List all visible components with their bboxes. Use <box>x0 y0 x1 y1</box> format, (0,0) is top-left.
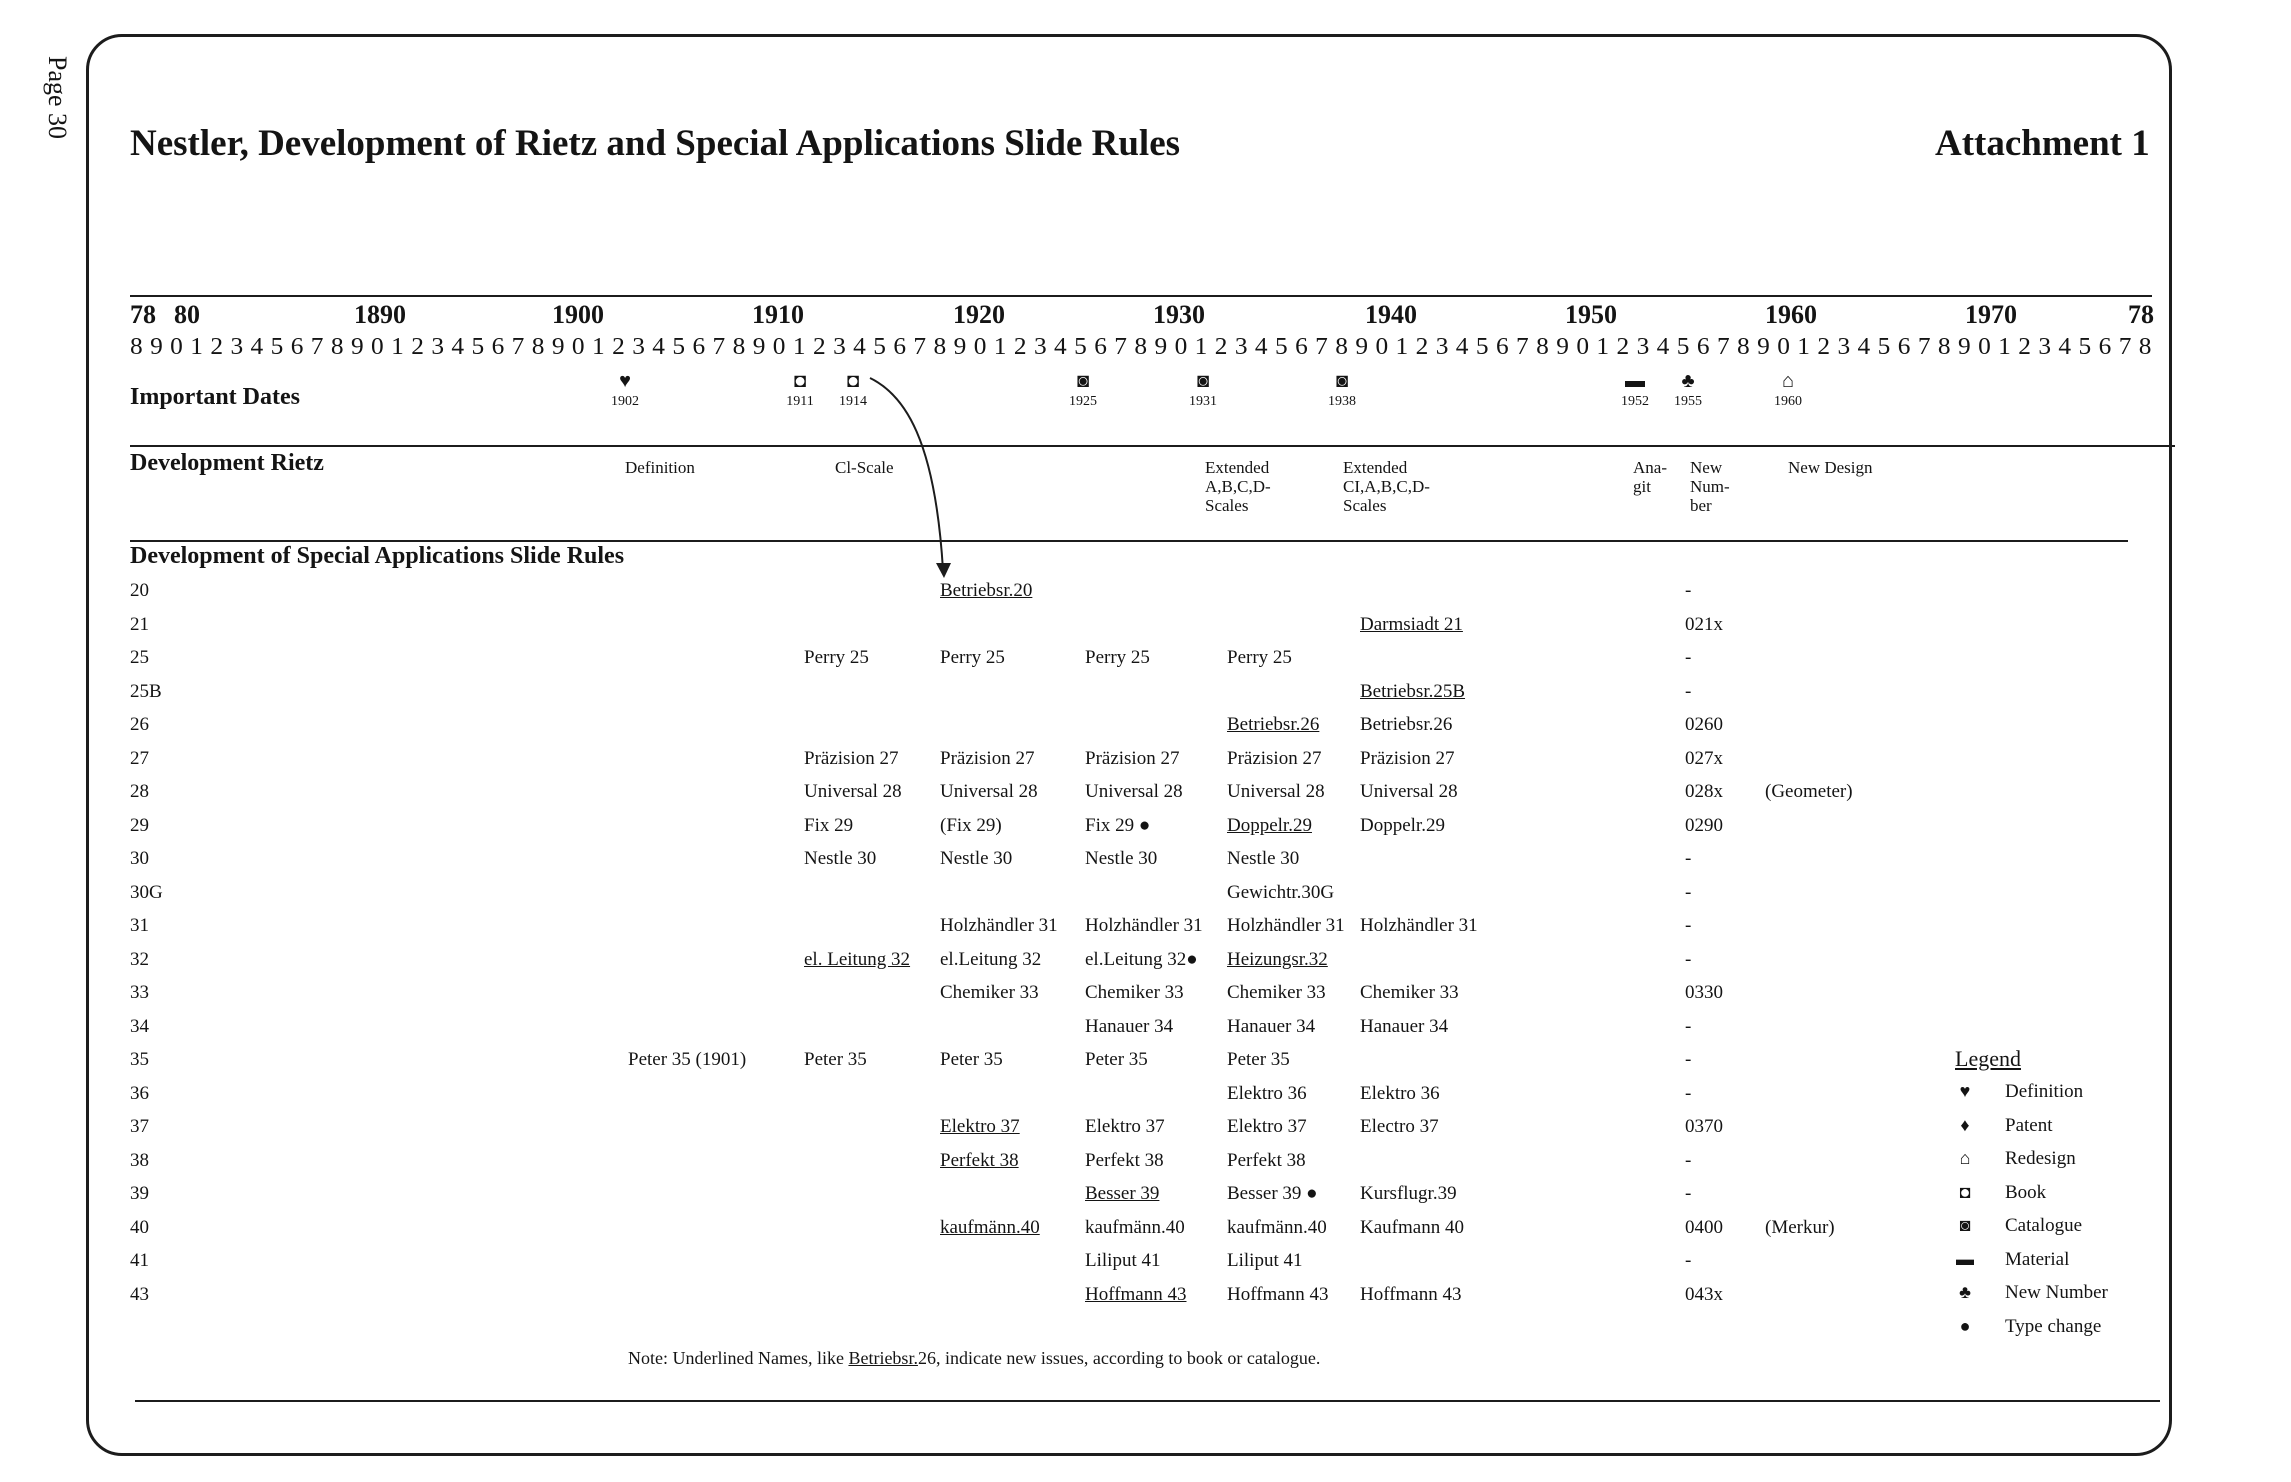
row-number: 39 <box>130 1183 149 1204</box>
heart-icon: ♥ <box>619 370 631 392</box>
table-cell: Nestle 30 <box>1085 848 1158 869</box>
table-cell: Universal 28 <box>1360 781 1458 802</box>
table-cell: Universal 28 <box>940 781 1038 802</box>
rietz-bottom-rule <box>130 540 2128 542</box>
table-row <box>0 1250 2291 1283</box>
row-number: 37 <box>130 1116 149 1137</box>
stage-extended-abcd: Extended A,B,C,D-Scales <box>1205 458 1271 515</box>
table-row <box>0 580 2291 613</box>
table-cell: Elektro 37 <box>1227 1116 1307 1137</box>
important-date-year: 1938 <box>1328 394 1356 409</box>
stage-definition: Definition <box>625 458 695 477</box>
row-number: 20 <box>130 580 149 601</box>
table-cell: Liliput 41 <box>1227 1250 1303 1271</box>
table-cell: Betriebsr.20 <box>940 580 1033 601</box>
legend-label: Type change <box>2005 1315 2102 1337</box>
table-cell: Hoffmann 43 <box>1227 1283 1329 1305</box>
table-cell: Elektro 37 <box>1085 1116 1165 1137</box>
table-cell: - <box>1685 680 1692 702</box>
table-row <box>0 1116 2291 1149</box>
table-cell: Gewichtr.30G <box>1227 881 1335 903</box>
material-icon: ▬ <box>1956 1248 1974 1269</box>
table-row <box>0 781 2291 814</box>
table-row <box>0 1217 2291 1250</box>
legend-label: Book <box>2005 1181 2047 1203</box>
special-applications-label: Development of Special Applications Slide Rules <box>130 543 625 569</box>
dot-icon: ● <box>1959 1315 1971 1336</box>
table-cell: Doppelr.29 <box>1227 814 1312 836</box>
table-cell: Peter 35 <box>940 1049 1003 1070</box>
row-number: 25B <box>130 680 162 702</box>
decade-label: 78 <box>2128 300 2154 329</box>
table-cell: Chemiker 33 <box>1227 982 1326 1003</box>
catalogue-icon: ◙ <box>1335 370 1349 392</box>
table-row <box>0 949 2291 982</box>
legend-label: New Number <box>2005 1282 2108 1303</box>
table-row <box>0 1150 2291 1183</box>
table-cell: 027x <box>1685 747 1723 769</box>
table-cell: Perfekt 38 <box>1085 1149 1164 1171</box>
table-cell: kaufmänn.40 <box>1085 1216 1185 1238</box>
row-number: 36 <box>130 1082 149 1104</box>
new-number-icon: ♣ <box>1681 370 1695 392</box>
row-number: 30 <box>130 848 149 869</box>
catalogue-icon: ◙ <box>1196 370 1210 392</box>
table-cell: - <box>1685 1250 1692 1271</box>
important-date-year: 1902 <box>611 394 639 409</box>
table-cell: Betriebsr.26 <box>1360 714 1453 735</box>
table-cell: - <box>1685 848 1692 869</box>
table-cell: Holzhändler 31 <box>940 915 1058 936</box>
table-cell: Perry 25 <box>940 647 1005 668</box>
decade-label: 1970 <box>1965 300 2017 329</box>
legend-label: Redesign <box>2005 1148 2076 1169</box>
row-number: 35 <box>130 1049 149 1070</box>
table-cell: Nestle 30 <box>1227 848 1300 869</box>
table-cell: Universal 28 <box>1227 781 1325 802</box>
table-cell: Elektro 36 <box>1360 1082 1440 1104</box>
page-title: Nestler, Development of Rietz and Special Applications Slide Rules <box>130 123 1181 164</box>
footnote-suffix: 26, indicate new issues, according to book or catalogue. <box>917 1348 1321 1368</box>
table-cell: Betriebsr.25B <box>1360 680 1466 702</box>
table-cell: 028x <box>1685 781 1723 802</box>
row-number: 29 <box>130 814 149 836</box>
row-number: 32 <box>130 948 149 970</box>
book-icon: ◘ <box>1959 1181 1971 1202</box>
table-cell: Präzision 27 <box>804 747 899 769</box>
table-cell: Holzhändler 31 <box>1085 915 1203 936</box>
table-cell: Perry 25 <box>804 647 869 668</box>
table-cell: - <box>1685 881 1692 903</box>
bottom-rule <box>135 1400 2160 1402</box>
new-number-icon: ♣ <box>1959 1282 1971 1302</box>
important-date-year: 1914 <box>839 394 867 409</box>
table-row <box>0 848 2291 881</box>
redesign-icon: ⌂ <box>1781 370 1794 392</box>
legend-label: Patent <box>2005 1114 2053 1136</box>
table-cell: Chemiker 33 <box>940 982 1039 1003</box>
row-number: 34 <box>130 1015 149 1037</box>
legend-title: Legend <box>1955 1046 2021 1071</box>
table-cell: - <box>1685 1082 1692 1104</box>
table-cell: Hoffmann 43 <box>1360 1283 1462 1305</box>
table-cell: el.Leitung 32● <box>1085 948 1198 970</box>
book-icon: ◘ <box>793 370 807 392</box>
page-number: Page 30 <box>43 56 72 140</box>
decade-label: 78 <box>130 300 156 329</box>
important-date-year: 1952 <box>1621 394 1649 409</box>
table-row <box>0 915 2291 948</box>
table-cell: Peter 35 <box>1227 1049 1290 1070</box>
row-number: 38 <box>130 1149 149 1171</box>
table-cell: Präzision 27 <box>1360 747 1455 769</box>
footnote <box>628 1348 1320 1369</box>
table-cell: Holzhändler 31 <box>1360 915 1478 936</box>
table-cell: Peter 35 <box>804 1049 867 1070</box>
decade-label: 1910 <box>752 300 804 329</box>
decade-label: 1920 <box>953 300 1005 329</box>
row-number: 41 <box>130 1250 149 1271</box>
catalogue-icon: ◙ <box>1076 370 1090 392</box>
table-cell: 021x <box>1685 613 1723 635</box>
table-cell: - <box>1685 647 1692 668</box>
table-row <box>0 1083 2291 1116</box>
decade-label: 1950 <box>1565 300 1617 329</box>
attachment-label: Attachment 1 <box>1935 123 2150 164</box>
table-cell: Nestle 30 <box>940 848 1013 869</box>
heart-icon: ♥ <box>1959 1081 1971 1101</box>
table-cell: Hanauer 34 <box>1360 1015 1449 1037</box>
table-cell: - <box>1685 1183 1692 1204</box>
table-cell: 043x <box>1685 1283 1723 1305</box>
table-row <box>0 815 2291 848</box>
table-row <box>0 882 2291 915</box>
table-cell: (Merkur) <box>1765 1216 1835 1238</box>
table-cell: Hanauer 34 <box>1085 1015 1174 1037</box>
table-cell: Universal 28 <box>1085 781 1183 802</box>
table-row <box>0 982 2291 1015</box>
table-row <box>0 748 2291 781</box>
footnote-prefix: Note: Underlined Names, like <box>628 1348 849 1368</box>
important-date-year: 1960 <box>1774 394 1802 409</box>
row-number: 21 <box>130 613 149 635</box>
table-cell: Präzision 27 <box>1085 747 1180 769</box>
diamond-icon: ♦ <box>1960 1114 1970 1135</box>
table-cell: - <box>1685 1149 1692 1171</box>
table-cell: Electro 37 <box>1360 1116 1439 1137</box>
table-cell: Elektro 37 <box>940 1116 1020 1137</box>
row-number: 33 <box>130 982 149 1003</box>
table-cell: - <box>1685 915 1692 936</box>
row-number: 30G <box>130 881 163 903</box>
table-row <box>0 1284 2291 1317</box>
table-cell: 0330 <box>1685 982 1723 1003</box>
important-date-year: 1925 <box>1069 394 1097 409</box>
table-cell: Fix 29 ● <box>1085 814 1151 836</box>
table-cell: Perfekt 38 <box>940 1149 1019 1171</box>
table-cell: Präzision 27 <box>940 747 1035 769</box>
row-number: 25 <box>130 647 149 668</box>
table-cell: el.Leitung 32 <box>940 948 1042 970</box>
row-number: 27 <box>130 747 149 769</box>
row-number: 40 <box>130 1216 149 1238</box>
important-date-year: 1931 <box>1189 394 1217 409</box>
development-rietz-label: Development Rietz <box>130 450 324 476</box>
table-cell: Perry 25 <box>1085 647 1150 668</box>
table-cell: Heizungsr.32 <box>1227 948 1328 970</box>
catalogue-icon: ◙ <box>1959 1215 1971 1235</box>
table-row <box>0 647 2291 680</box>
table-cell: 0400 <box>1685 1216 1723 1238</box>
decade-label: 1900 <box>552 300 604 329</box>
legend-label: Catalogue <box>2005 1215 2083 1236</box>
year-digit-scale: 8 9 0 1 2 3 4 5 6 7 8 9 0 1 2 3 4 5 6 7 8 9 0 1 2 3 4 5 6 7 8 9 0 1 2 3 4 5 6 7 8 9 0 1 2 3 4 5 6 7 8 9 0 1 2 3 4 5 6 7 8 9 0 1 2 3 4 5 6 7 8 9 0 1 2 3 4 5 6 7 8 9 0 1 2 3 4 5 6 7 8 9 0 1 2 3 4 5 6 7 8 <box>130 334 2152 360</box>
table-cell: 0370 <box>1685 1116 1723 1137</box>
stage-new-number: New Num-ber <box>1690 458 1730 515</box>
timeline-top-rule <box>130 295 2152 297</box>
stage-anagit: Ana-git <box>1633 458 1667 496</box>
table-cell: Betriebsr.26 <box>1227 714 1320 735</box>
stage-new-design: New Design <box>1788 458 1873 477</box>
table-cell: kaufmänn.40 <box>940 1216 1040 1238</box>
table-cell: Hoffmann 43 <box>1085 1283 1187 1305</box>
table-cell: - <box>1685 948 1692 970</box>
table-cell: Elektro 36 <box>1227 1082 1307 1104</box>
table-cell: - <box>1685 1049 1692 1070</box>
stage-ci-scale: Cl-Scale <box>835 458 894 477</box>
important-date-year: 1911 <box>786 394 814 409</box>
table-cell: Perry 25 <box>1227 647 1292 668</box>
table-row <box>0 1049 2291 1082</box>
row-number: 43 <box>130 1283 149 1305</box>
table-cell: Kursflugr.39 <box>1360 1183 1457 1204</box>
table-cell: (Geometer) <box>1765 781 1853 802</box>
decade-label: 1930 <box>1153 300 1205 329</box>
table-cell: Peter 35 <box>1085 1049 1148 1070</box>
decade-label: 80 <box>174 300 200 329</box>
important-dates-label: Important Dates <box>130 384 300 410</box>
table-cell: Darmsiadt 21 <box>1360 613 1463 635</box>
table-row <box>0 681 2291 714</box>
table-cell: Chemiker 33 <box>1085 982 1184 1003</box>
table-cell: 0260 <box>1685 714 1723 735</box>
table-cell: Doppelr.29 <box>1360 814 1445 836</box>
table-cell: - <box>1685 1015 1692 1037</box>
table-cell: Liliput 41 <box>1085 1250 1161 1271</box>
table-cell: (Fix 29) <box>940 814 1002 836</box>
decade-label: 1960 <box>1765 300 1817 329</box>
table-cell: Perfekt 38 <box>1227 1149 1306 1171</box>
row-number: 28 <box>130 781 149 802</box>
footnote-example: Betriebsr. <box>848 1348 918 1368</box>
table-cell: Fix 29 <box>804 814 854 836</box>
table-cell: Chemiker 33 <box>1360 982 1459 1003</box>
table-cell: 0290 <box>1685 814 1723 836</box>
table-cell: kaufmänn.40 <box>1227 1216 1327 1238</box>
important-date-year: 1955 <box>1674 394 1702 409</box>
decade-label: 1890 <box>354 300 406 329</box>
stage-extended-ciabcd: Extended CI,A,B,C,D-Scales <box>1343 458 1430 515</box>
decade-label: 1940 <box>1365 300 1417 329</box>
table-cell: Präzision 27 <box>1227 747 1322 769</box>
table-row <box>0 714 2291 747</box>
table-row <box>0 1183 2291 1216</box>
table-cell: Holzhändler 31 <box>1227 915 1345 936</box>
table-cell: Universal 28 <box>804 781 902 802</box>
table-cell: Hanauer 34 <box>1227 1015 1316 1037</box>
table-row <box>0 614 2291 647</box>
table-cell: el. Leitung 32 <box>804 948 911 970</box>
table-cell: Besser 39 ● <box>1227 1183 1318 1204</box>
table-cell: Peter 35 (1901) <box>628 1049 747 1070</box>
rietz-top-rule <box>130 445 2175 447</box>
table-row <box>0 1016 2291 1049</box>
table-cell: Besser 39 <box>1085 1183 1160 1204</box>
legend-label: Material <box>2005 1248 2070 1270</box>
book-icon: ◘ <box>846 370 860 392</box>
table-cell: - <box>1685 580 1692 601</box>
redesign-icon: ⌂ <box>1959 1148 1971 1168</box>
table-cell: Nestle 30 <box>804 848 877 869</box>
row-number: 31 <box>130 915 149 936</box>
legend-label: Definition <box>2005 1081 2084 1102</box>
material-icon: ▬ <box>1625 370 1645 392</box>
table-cell: Kaufmann 40 <box>1360 1216 1464 1238</box>
row-number: 26 <box>130 714 149 735</box>
